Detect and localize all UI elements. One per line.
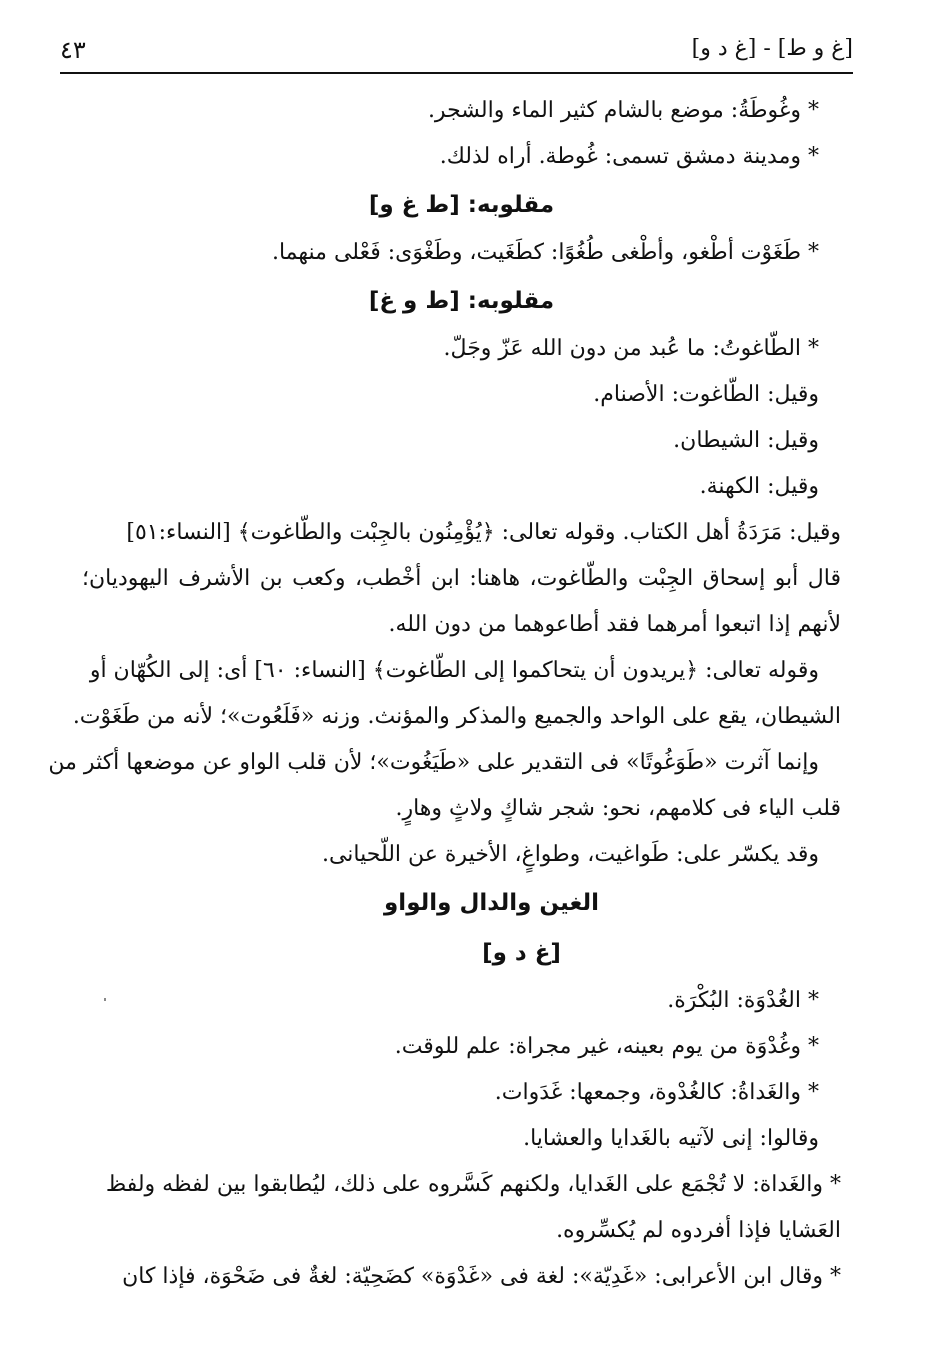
- entry-line: * وغُوطَةُ: موضع بالشام كثير الماء والشجر.: [427, 98, 819, 123]
- entry-line: لأنهم إذا اتبعوا أمرهما فقد أطاعوهما من دون الله.: [388, 612, 841, 637]
- root-heading: [غ د و]: [482, 940, 561, 966]
- entry-line: * الغُدْوَة: البُكْرَة.: [667, 988, 819, 1013]
- page-body: [48, 88, 841, 1300]
- entry-line: وقوله تعالى: ﴿يريدون أن يتحاكموا إلى الطّاغوت﴾ [النساء: ٦٠] أى: إلى الكُهّان أو: [89, 658, 819, 683]
- section-heading: مقلوبه: [ط غ و]: [368, 192, 555, 218]
- entry-line: * والغَداةُ: كالغُدْوة، وجمعها: غَدَوات.: [494, 1080, 819, 1105]
- entry-line: قلب الياء فى كلامهم، نحو: شجر شاكٍ ولاثٍ وهارٍ.: [395, 796, 841, 821]
- entry-line: * وقال ابن الأعرابى: «غَدِيّة»: لغة فى «غَدْوَة» كضَحِيّة: لغةٌ فى ضَحْوَة، فإذا كان: [122, 1264, 841, 1289]
- entry-line: وقيل: مَرَدَةُ أهل الكتاب. وقوله تعالى: ﴿يُؤْمِنُون بالجِبْت والطّاغوت﴾ [النساء:٥١]: [126, 520, 841, 545]
- paper-speck: [104, 998, 106, 1001]
- entry-line: * الطّاغوتُ: ما عُبد من دون الله عَزّ وجَلّ.: [443, 336, 819, 361]
- entry-line: * وغُدْوَة من يوم بعينه، غير مجراة: علم للوقت.: [394, 1034, 819, 1059]
- entry-line: وإنما آثرت «طَوَغُوتًا» فى التقدير على «طَيَغُوت»؛ لأن قلب الواو عن موضعها أكثر من: [48, 750, 819, 775]
- entry-line: وقيل: الطّاغوت: الأصنام.: [593, 382, 819, 407]
- running-header: [60, 30, 853, 68]
- header-rule: [60, 72, 853, 74]
- page-number: ٤٣: [60, 36, 86, 64]
- entry-line: * والغَداة: لا تُجْمَع على الغَدايا، ولكنهم كَسَّروه على ذلك، ليُطابقوا بين لفظه ولفظ: [105, 1172, 841, 1197]
- entry-line: قال أبو إسحاق الجِبْت والطّاغوت، هاهنا: ابن أخْطب، وكعب بن الأشرف اليهوديان؛: [82, 566, 841, 591]
- chapter-heading: الغين والدال والواو: [384, 890, 599, 916]
- entry-line: وقيل: الشيطان.: [673, 428, 819, 453]
- entry-line: * طَغَوْت أطْغو، وأطْغى طُغُوًا: كطَغَيت، وطَغْوَى: فَعْلى منهما.: [271, 240, 819, 265]
- entry-line: وقد يكسّر على: طَواغيت، وطواغٍ، الأخيرة عن اللّحيانى.: [321, 842, 819, 867]
- section-heading: مقلوبه: [ط و غ]: [368, 288, 555, 314]
- entry-line: * ومدينة دمشق تسمى: غُوطة. أراه لذلك.: [439, 144, 819, 169]
- entry-line: الشيطان، يقع على الواحد والجميع والمذكر والمؤنث. وزنه «فَلَعُوت»؛ لأنه من طَغَوْت.: [72, 704, 841, 729]
- entry-line: وقيل: الكهنة.: [699, 474, 819, 499]
- entry-line: العَشايا فإذا أفردوه لم يُكسِّروه.: [556, 1218, 841, 1243]
- running-title: [غ و ط] - [غ د و]: [691, 36, 853, 61]
- entry-line: وقالوا: إنى لآتيه بالغَدايا والعشايا.: [523, 1126, 819, 1151]
